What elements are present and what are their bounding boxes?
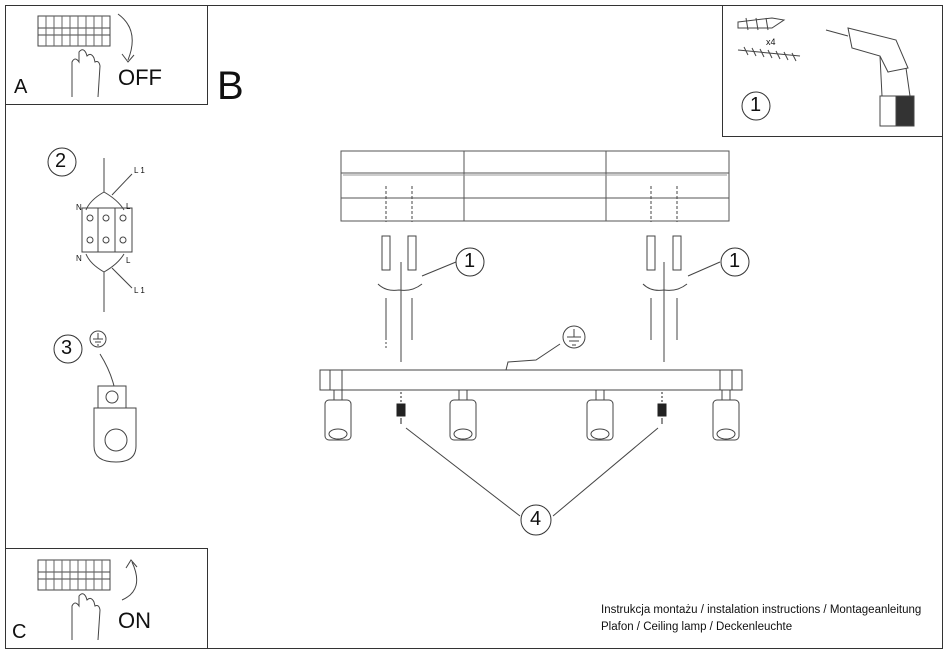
earth-terminal-icon — [94, 386, 136, 462]
quantity-label: x4 — [766, 37, 776, 47]
hand-icon — [72, 50, 100, 97]
ceiling-cross-section — [341, 151, 729, 221]
sheet-border — [6, 6, 943, 649]
footer-instructions-line: Instrukcja montażu / instalation instructions / Montageanleitung — [601, 604, 922, 616]
arrow-up-icon — [122, 562, 137, 600]
left-mounting-hardware — [378, 186, 456, 362]
footer-product-line: Plafon / Ceiling lamp / Deckenleuchte — [601, 621, 793, 633]
panel-b-letter: B — [217, 64, 244, 108]
callout-4-number: 4 — [530, 508, 542, 530]
callout-1-right-number: 1 — [729, 250, 741, 272]
panel-c-letter: C — [12, 621, 27, 643]
wire-l-bottom: L — [126, 256, 131, 265]
panel-c-frame — [6, 549, 208, 649]
terminal-block-icon — [82, 158, 132, 312]
step-2-number: 2 — [55, 150, 67, 172]
screw-icon — [738, 47, 800, 61]
ground-symbol-icon — [90, 331, 106, 347]
ground-symbol-icon — [563, 326, 585, 348]
fixing-screw-icon — [397, 392, 405, 424]
breaker-box-icon — [38, 16, 110, 46]
panel-a-letter: A — [14, 76, 28, 98]
step-3-number: 3 — [61, 337, 73, 359]
panel-a-frame — [6, 6, 208, 105]
ceiling-lamp-bar — [320, 370, 742, 390]
wire-l-top: L — [126, 202, 131, 211]
spot-light-icon — [587, 390, 613, 440]
callout-1-left-number: 1 — [464, 250, 476, 272]
wire-n-top: N — [76, 203, 82, 212]
right-mounting-hardware — [643, 186, 720, 362]
breaker-box-icon — [38, 560, 110, 590]
spot-light-icon — [713, 390, 739, 440]
on-label: ON — [118, 608, 151, 633]
off-label: OFF — [118, 65, 162, 90]
wire-l1-bottom: L 1 — [134, 286, 145, 295]
hand-icon — [72, 594, 100, 640]
arrow-down-icon — [118, 14, 132, 60]
wire-n-bottom: N — [76, 254, 82, 263]
spot-light-icon — [325, 390, 351, 440]
kit-step-number: 1 — [750, 94, 762, 116]
wire-l1-top: L 1 — [134, 166, 145, 175]
wall-plug-icon — [738, 18, 784, 30]
drill-icon — [826, 28, 914, 126]
spot-light-icon — [450, 390, 476, 440]
fixing-screw-icon — [658, 392, 666, 424]
